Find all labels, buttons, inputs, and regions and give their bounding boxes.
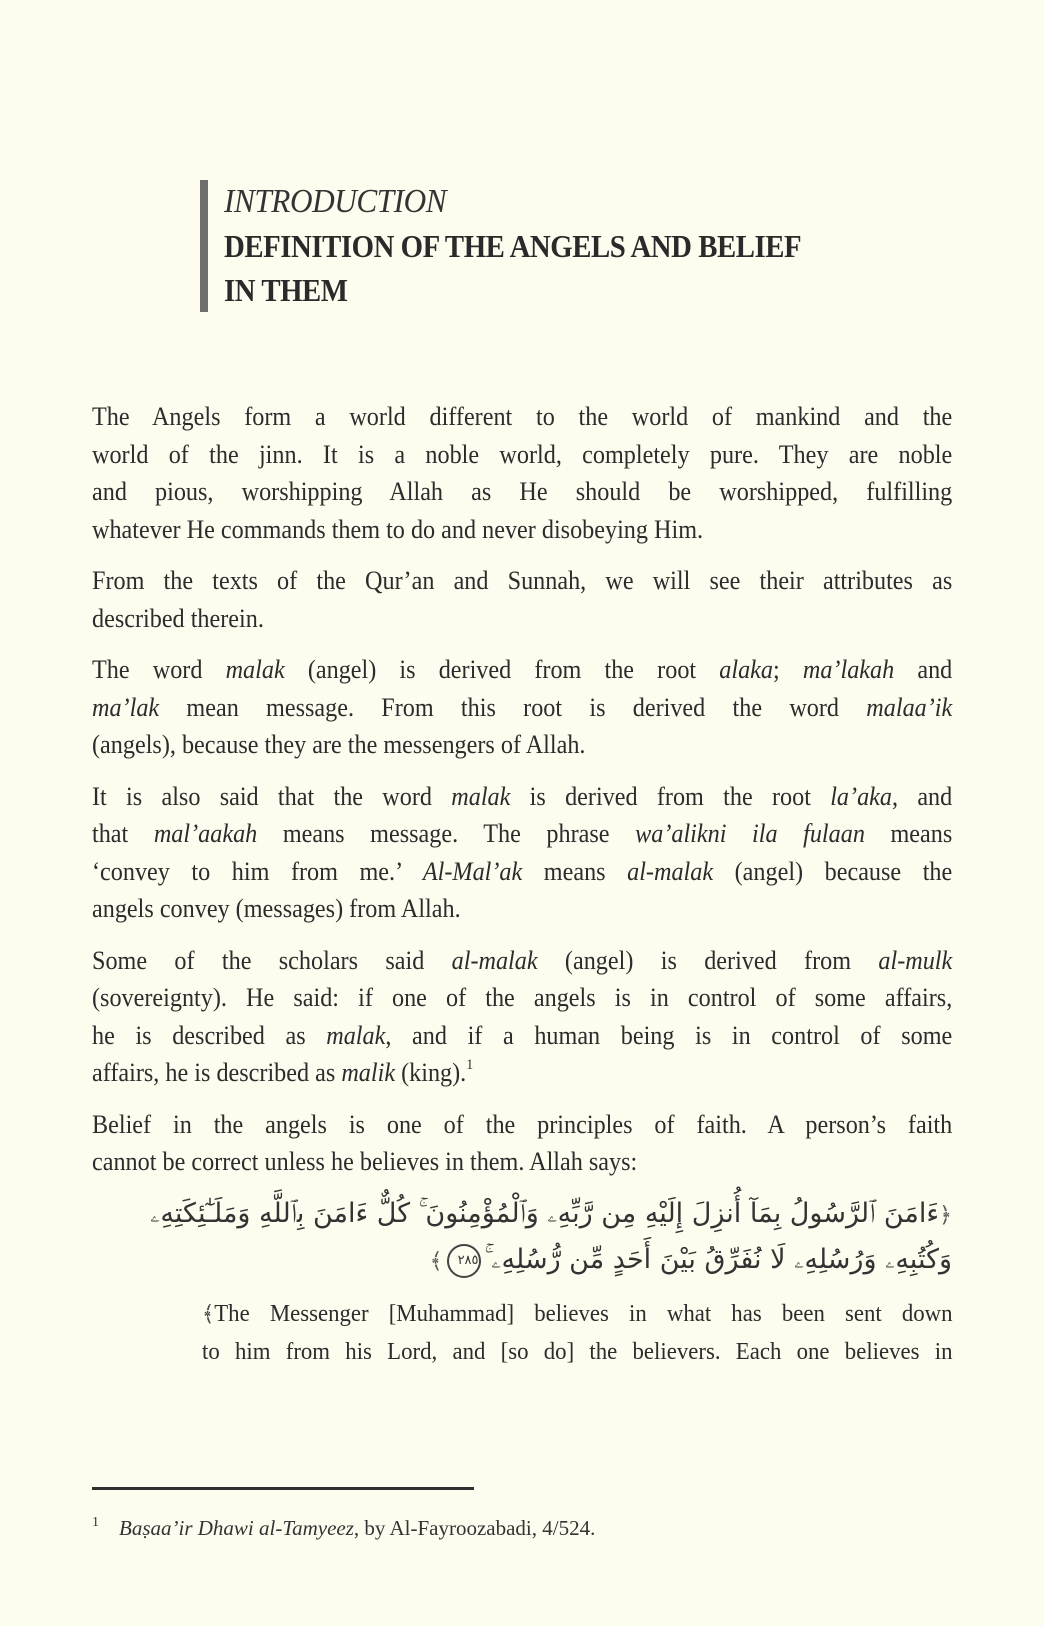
- body-text: [92, 398, 952, 1195]
- text-line: [92, 942, 952, 980]
- italic-term: mal’aakah: [153, 819, 258, 848]
- text-line: [92, 1017, 952, 1055]
- text-run: , and if a human being is in control of some: [385, 1020, 953, 1050]
- text-run: ;: [773, 655, 803, 684]
- italic-term: al-malak: [451, 945, 538, 975]
- italic-term: la’aka: [830, 781, 892, 811]
- footnote-number: 1: [92, 1515, 99, 1530]
- text-line: [92, 651, 952, 689]
- text-run: The Messenger [Muhammad] believes in what has been sent down: [214, 1301, 953, 1327]
- text-run: (angel) is derived from: [537, 945, 879, 975]
- text-line: [92, 1054, 952, 1092]
- text-run: that: [92, 819, 154, 848]
- footnote: [92, 1508, 595, 1543]
- footnote-divider: [92, 1487, 474, 1490]
- text-line: From the texts of the Qur’an and Sunnah, we will see their attributes as: [92, 566, 953, 595]
- paragraph-belief: [92, 1106, 952, 1181]
- italic-term: malaa’ik: [866, 692, 953, 722]
- quran-verse-line: [150, 1192, 952, 1238]
- text-run: (angel) is derived from the root: [284, 655, 720, 684]
- text-line: and pious, worshipping Allah as He should be worshipped, fulfilling: [92, 477, 953, 506]
- paragraph-intro: [92, 398, 952, 548]
- text-run: (angel) because the: [713, 856, 953, 886]
- heading-kicker: INTRODUCTION: [224, 183, 447, 220]
- text-line: [92, 778, 952, 816]
- text-line: [92, 689, 952, 727]
- text-line: The Angels form a world different to the world of mankind and the: [92, 402, 953, 431]
- italic-term: ma’lak: [92, 692, 160, 722]
- italic-term: malak: [451, 781, 511, 811]
- ayah-number-medallion-icon: ٢٨٥: [447, 1244, 481, 1278]
- text-line: whatever He commands them to do and never disobeying Him.: [92, 514, 704, 544]
- italic-term: wa’alikni ila fulaan: [635, 819, 865, 848]
- text-run: , and: [891, 781, 953, 811]
- text-run: is derived from the root: [510, 781, 831, 811]
- ornate-quote-open-icon: ﴾: [202, 1301, 215, 1326]
- text-line: [92, 815, 952, 853]
- text-run: affairs, he is described as: [92, 1058, 342, 1087]
- text-line: cannot be correct unless he believes in them. Allah says:: [92, 1147, 638, 1176]
- italic-term: malik: [341, 1058, 396, 1087]
- text-line: (sovereignty). He said: if one of the angels is in control of some affairs,: [92, 983, 953, 1012]
- text-run: mean message. From this root is derived the word: [159, 692, 867, 722]
- text-run: means: [864, 819, 953, 848]
- ornate-bracket-close-icon: ﴾: [429, 1249, 443, 1274]
- italic-term: ma’lakah: [802, 655, 895, 684]
- text-line: to him from his Lord, and [so do] the believers. Each one believes in: [202, 1339, 953, 1365]
- quran-verse-line: [200, 1238, 952, 1284]
- text-run: The word: [92, 655, 226, 684]
- paragraph-etymology-mulk: [92, 942, 952, 1092]
- footnote-reference[interactable]: 1: [466, 1057, 474, 1073]
- chapter-title-line: IN THEM: [224, 272, 348, 308]
- chapter-heading: [200, 180, 964, 312]
- text-run: Some of the scholars said: [92, 945, 452, 975]
- text-run: means: [522, 856, 628, 886]
- text-line: [202, 1295, 953, 1333]
- paragraph-etymology-alaka: [92, 651, 952, 764]
- ornate-bracket-open-icon: ﴿: [939, 1203, 952, 1228]
- text-line: [92, 853, 952, 891]
- italic-term: al-malak: [627, 856, 714, 886]
- paragraph-etymology-laaka: [92, 778, 952, 928]
- verse-translation: [202, 1295, 953, 1371]
- chapter-title-line: DEFINITION OF THE ANGELS AND BELIEF: [224, 228, 802, 264]
- text-line: angels convey (messages) from Allah.: [92, 894, 461, 923]
- italic-term: alaka: [719, 655, 774, 684]
- footnote-source-title: Baṣaa’ir Dhawi al-Tamyeez: [119, 1516, 354, 1540]
- chapter-title: [224, 224, 890, 312]
- text-run: means message. The phrase: [257, 819, 636, 848]
- italic-term: Al-Mal’ak: [422, 856, 523, 886]
- arabic-text: وَكُتُبِهِۦ وَرُسُلِهِۦ لَا نُفَرِّقُ بَيْنَ أَحَدٍ مِّن رُّسُلِهِۦ ۚ: [484, 1244, 952, 1275]
- text-line: world of the jinn. It is a noble world, completely pure. They are noble: [92, 439, 953, 469]
- text-run: It is also said that the word: [92, 781, 452, 811]
- italic-term: al-mulk: [878, 945, 953, 975]
- arabic-text: ءَامَنَ ٱلرَّسُولُ بِمَآ أُنزِلَ إِلَيْهِ مِن رَّبِّهِۦ وَٱلْمُؤْمِنُونَ ۚ كُلٌّ ءَامَنَ بِٱللَّهِ وَمَلَـٰٓئِكَتِهِۦ: [150, 1198, 940, 1229]
- quran-verse: [150, 1192, 952, 1284]
- text-line: Belief in the angels is one of the principles of faith. A person’s faith: [92, 1109, 953, 1139]
- text-line: described therein.: [92, 603, 264, 633]
- text-run: and: [894, 655, 953, 684]
- text-run: (king).: [395, 1058, 467, 1087]
- text-run: he is described as: [92, 1020, 327, 1050]
- italic-term: malak: [225, 655, 285, 684]
- italic-term: malak: [326, 1020, 386, 1050]
- text-run: ‘convey to him from me.’: [92, 856, 423, 886]
- footnote-citation: , by Al-Fayroozabadi, 4/524.: [353, 1516, 596, 1540]
- paragraph-sources: [92, 562, 952, 637]
- text-line: (angels), because they are the messengers of Allah.: [92, 730, 586, 759]
